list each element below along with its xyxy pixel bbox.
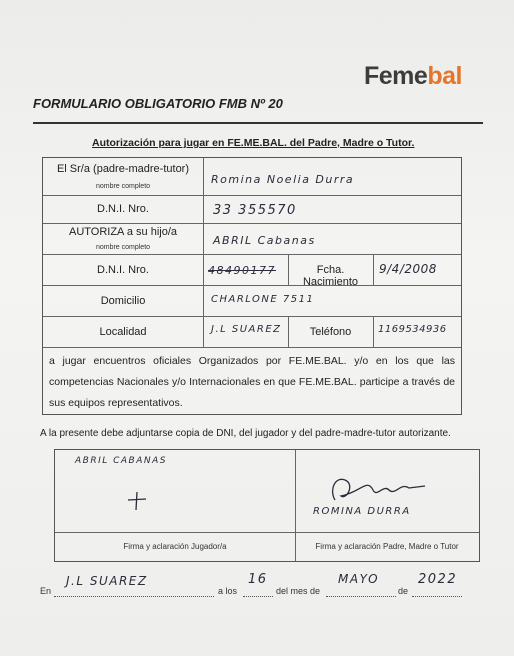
authorization-table — [42, 157, 462, 415]
form-title: FORMULARIO OBLIGATORIO FMB Nº 20 — [33, 96, 283, 111]
guardian-signature-name: ROMINA DURRA — [313, 506, 411, 517]
guardian-sublabel: nombre completo — [95, 183, 151, 190]
guardian-label: El Sr/a (padre-madre-tutor) — [56, 163, 190, 175]
locality-value[interactable]: J.L SUAREZ — [211, 324, 282, 335]
footer-year-dots — [412, 586, 462, 597]
footer-day-dots — [243, 586, 273, 597]
child-sublabel: nombre completo — [95, 244, 151, 251]
birth-date-label: Fcha. Nacimiento — [302, 264, 359, 288]
footer-a-los-label: a los — [218, 586, 238, 596]
title-divider — [33, 122, 483, 124]
footer-mes-label: del mes de — [276, 586, 321, 596]
guardian-name-value[interactable]: Romina Noelia Durra — [211, 173, 355, 186]
footer-month-dots — [326, 586, 396, 597]
locality-label: Localidad — [99, 326, 147, 338]
footer-de-label: de — [398, 586, 409, 596]
player-signature-name: ABRIL CABANAS — [75, 456, 167, 466]
authorizes-label: AUTORIZA a su hijo/a — [68, 226, 177, 238]
guardian-dni-value[interactable]: 33 355570 — [213, 203, 297, 218]
child-name-value[interactable]: ABRIL Cabanas — [213, 234, 316, 247]
child-dni-value[interactable]: 48490177 — [208, 264, 276, 277]
player-signature-caption: Firma y aclaración Jugador/a — [123, 542, 227, 551]
phone-label: Teléfono — [309, 326, 352, 338]
address-value[interactable]: CHARLONE 7511 — [211, 294, 315, 305]
birth-date-value[interactable]: 9/4/2008 — [379, 262, 437, 276]
footer-day-value[interactable]: 16 — [248, 572, 268, 587]
febal-logo: Femebal — [364, 62, 462, 90]
guardian-signature-caption: Firma y aclaración Padre, Madre o Tutor — [315, 542, 459, 551]
signature-table — [54, 449, 480, 562]
footer-year-value[interactable]: 2022 — [418, 572, 458, 587]
address-label: Domicilio — [100, 295, 146, 307]
phone-value[interactable]: 1169534936 — [378, 324, 447, 335]
form-subtitle: Autorización para jugar en FE.ME.BAL. del Padre, Madre o Tutor. — [92, 137, 415, 149]
footer-en-label: En — [40, 586, 52, 596]
footer-month-value[interactable]: MAYO — [338, 572, 380, 586]
guardian-dni-label: D.N.I. Nro. — [97, 203, 149, 215]
player-signature-mark — [125, 490, 149, 517]
footer-place-value[interactable]: J.L SUAREZ — [66, 574, 148, 588]
attachment-note: A la presente debe adjuntarse copia de DNI, del jugador y del padre-madre-tutor autorizante. — [40, 428, 451, 439]
authorization-paragraph: a jugar encuentros oficiales Organizados por FE.ME.BAL. y/o en los que las competencias Nacionales y/o Internacionales en que FE.ME.BAL. participe a través de sus equipos representativos. — [49, 355, 455, 409]
child-dni-label: D.N.I. Nro. — [97, 264, 149, 276]
